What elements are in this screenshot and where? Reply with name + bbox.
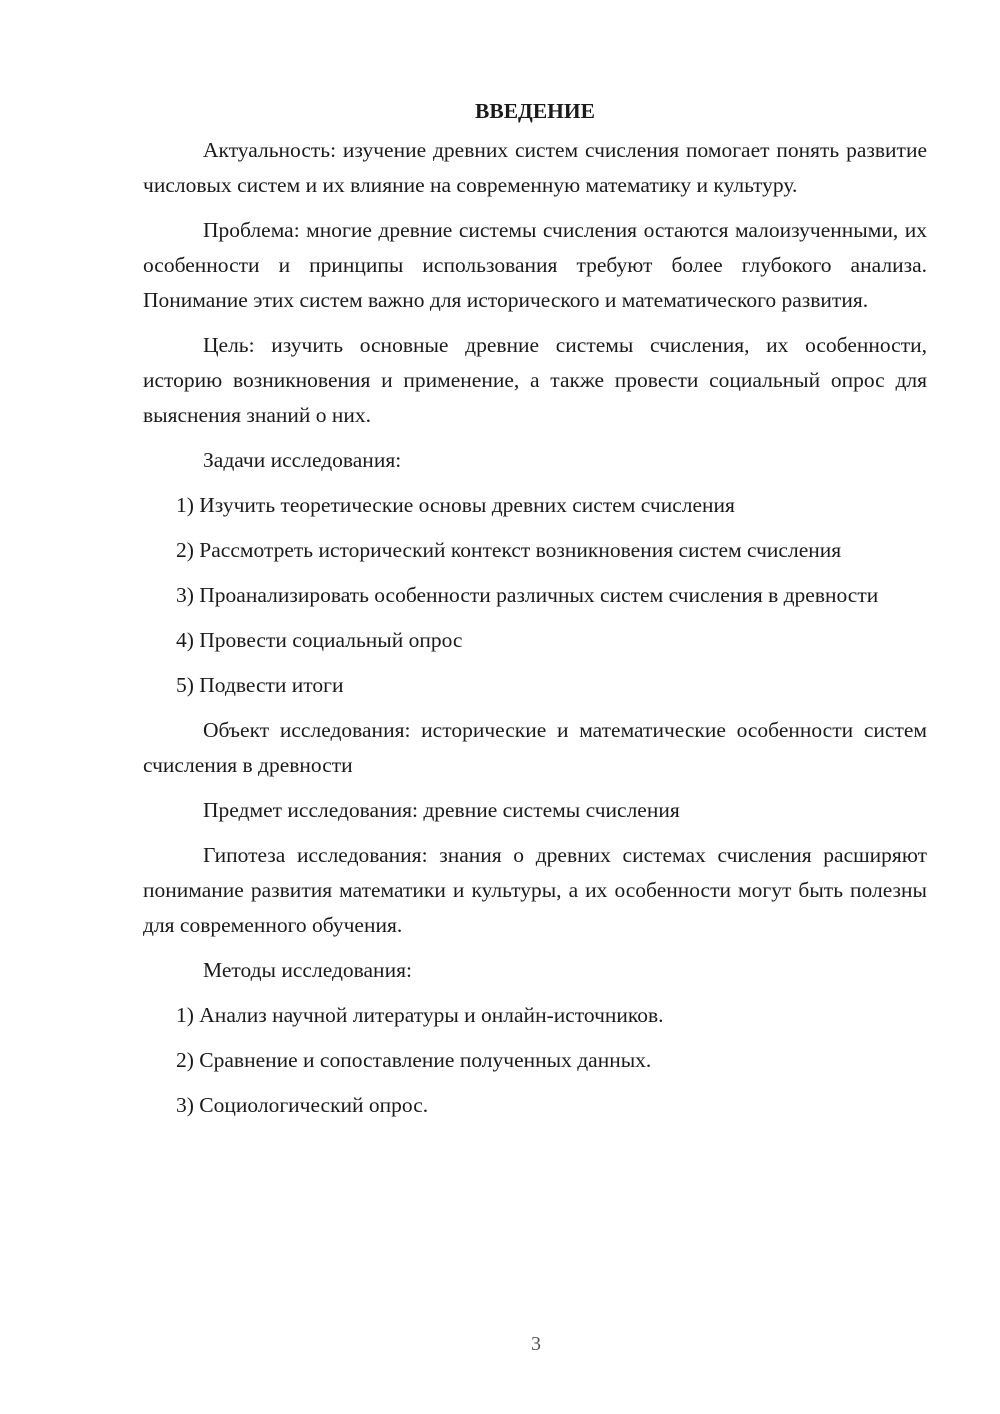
hypothesis-paragraph: Гипотеза исследования: знания о древних системах счисления расширяют понимание развития математики и культуры, а их особенности могут быть полезны для современного обучения. <box>143 843 927 937</box>
document-body <box>143 94 927 1133</box>
methods-heading: Методы исследования: <box>203 958 412 982</box>
subject-paragraph: Предмет исследования: древние системы счисления <box>203 798 680 822</box>
method-item: 1) Анализ научной литературы и онлайн-источников. <box>176 1003 664 1027</box>
page-number: 3 <box>531 1333 541 1355</box>
section-title: ВВЕДЕНИЕ <box>475 99 595 123</box>
task-item: 1) Изучить теоретические основы древних систем счисления <box>176 493 735 517</box>
relevance-paragraph: Актуальность: изучение древних систем счисления помогает понять развитие числовых систем и их влияние на современную математику и культуру. <box>143 138 927 197</box>
object-paragraph: Объект исследования: исторические и математические особенности систем счисления в древности <box>143 718 927 777</box>
task-item: 2) Рассмотреть исторический контекст возникновения систем счисления <box>176 538 842 562</box>
method-item: 3) Социологический опрос. <box>176 1093 429 1117</box>
tasks-heading: Задачи исследования: <box>203 448 402 472</box>
task-item: 5) Подвести итоги <box>176 673 344 697</box>
method-item: 2) Сравнение и сопоставление полученных данных. <box>176 1048 652 1072</box>
goal-paragraph: Цель: изучить основные древние системы счисления, их особенности, историю возникновения и применение, а также провести социальный опрос для выяснения знаний о них. <box>143 333 927 427</box>
problem-paragraph: Проблема: многие древние системы счисления остаются малоизученными, их особенности и принципы использования требуют более глубокого анализа. Понимание этих систем важно для исторического и математического развития. <box>143 218 927 312</box>
task-item: 4) Провести социальный опрос <box>176 628 463 652</box>
task-item: 3) Проанализировать особенности различных систем счисления в древности <box>176 583 879 607</box>
